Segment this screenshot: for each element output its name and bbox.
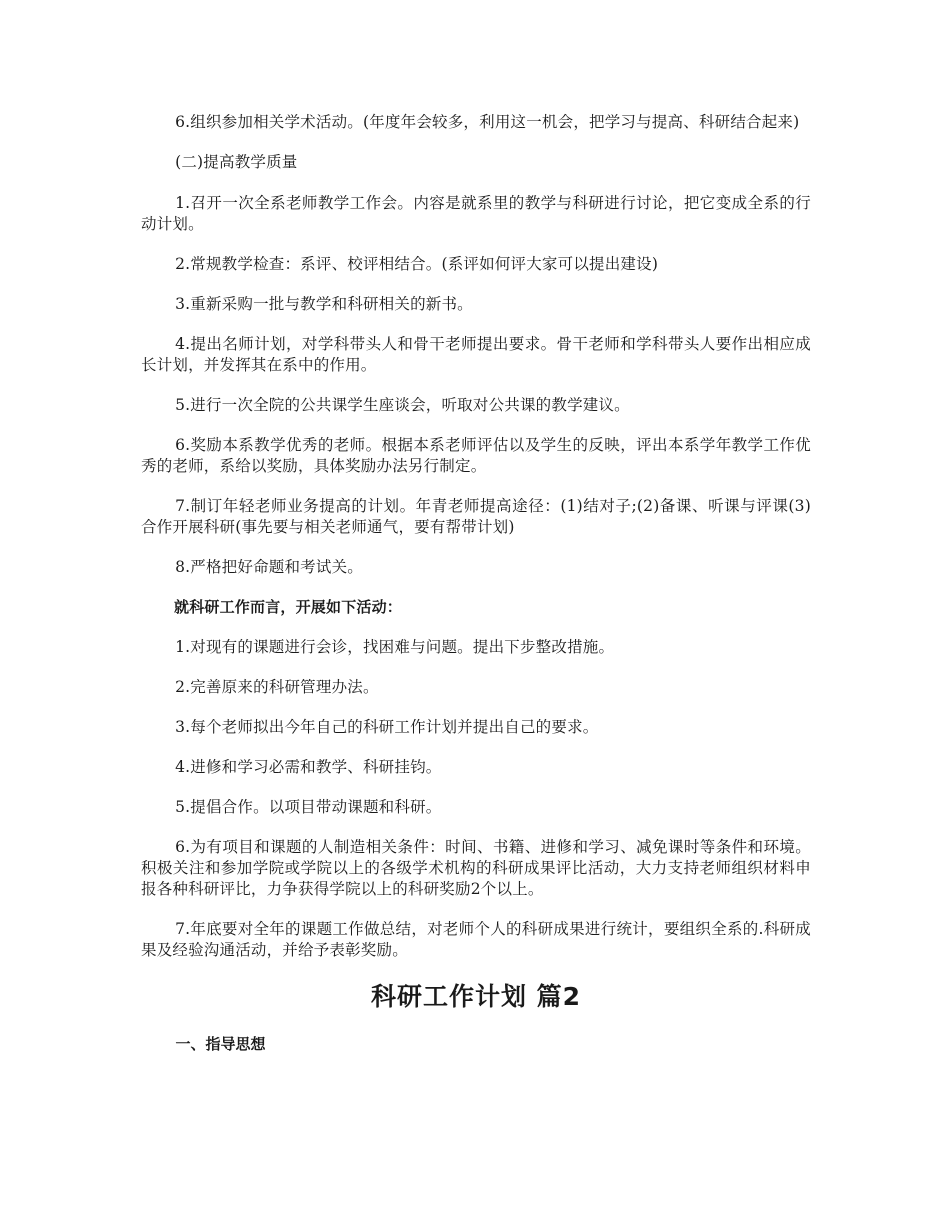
paragraph-year-end-summary: 7.年底要对全年的课题工作做总结，对老师个人的科研成果进行统计，要组织全系的.科研成果及经验沟通活动，并给予表彰奖励。 <box>141 920 811 959</box>
paragraph-student-forum: 5.进行一次全院的公共课学生座谈会，听取对公共课的教学建议。 <box>175 396 630 414</box>
paragraph-teaching-meeting: 1.召开一次全系老师教学工作会。内容是就系里的教学与科研进行讨论，把它变成全系的行动计划。 <box>141 194 811 233</box>
subheading-guiding-ideology: 一、指导思想 <box>175 1035 266 1053</box>
paragraph-routine-inspection: 2.常规教学检查：系评、校评相结合。(系评如何评大家可以提出建设) <box>175 255 659 273</box>
paragraph-cooperation: 5.提倡合作。以项目带动课题和科研。 <box>175 798 442 816</box>
heading-improve-teaching: (二)提高教学质量 <box>175 153 298 171</box>
paragraph-study-link: 4.进修和学习必需和教学、科研挂钧。 <box>175 758 442 776</box>
paragraph-research-plans: 3.每个老师拟出今年自己的科研工作计划并提出自己的要求。 <box>175 718 599 736</box>
paragraph-young-teachers: 7.制订年轻老师业务提高的计划。年青老师提高途径：(1)结对子;(2)备课、听课与评课(3)合作开展科研(事先要与相关老师通气，要有帮带计划) <box>141 497 811 536</box>
paragraph-academic-activities: 6.组织参加相关学术活动。(年度年会较多，利用这一机会，把学习与提高、科研结合起来) <box>175 113 800 131</box>
section-title: 科研工作计划 篇2 <box>370 982 582 1011</box>
paragraph-purchase-books: 3.重新采购一批与教学和科研相关的新书。 <box>175 295 473 313</box>
paragraph-exam-control: 8.严格把好命题和考试关。 <box>175 558 363 576</box>
heading-research-activities: 就科研工作而言，开展如下活动： <box>174 598 403 616</box>
paragraph-famous-teacher-plan: 4.提出名师计划，对学科带头人和骨干老师提出要求。骨干老师和学科带头人要作出相应成长计划，并发挥其在系中的作用。 <box>141 335 811 374</box>
paragraph-research-diagnosis: 1.对现有的课题进行会诊，找困难与问题。提出下步整改措施。 <box>175 638 615 656</box>
document-page <box>141 112 811 1055</box>
paragraph-conditions: 6.为有项目和课题的人制造相关条件：时间、书籍、进修和学习、减免课时等条件和环境。积极关注和参加学院或学院以上的各级学术机构的科研成果评比活动，大力支持老师组织材料申报各种科研评比，力争获得学院以上的科研奖励2个以上。 <box>141 838 811 898</box>
paragraph-management-methods: 2.完善原来的科研管理办法。 <box>175 678 379 696</box>
paragraph-teacher-awards: 6.奖励本系教学优秀的老师。根据本系老师评估以及学生的反映，评出本系学年教学工作优秀的老师，系给以奖励，具体奖励办法另行制定。 <box>141 436 811 475</box>
